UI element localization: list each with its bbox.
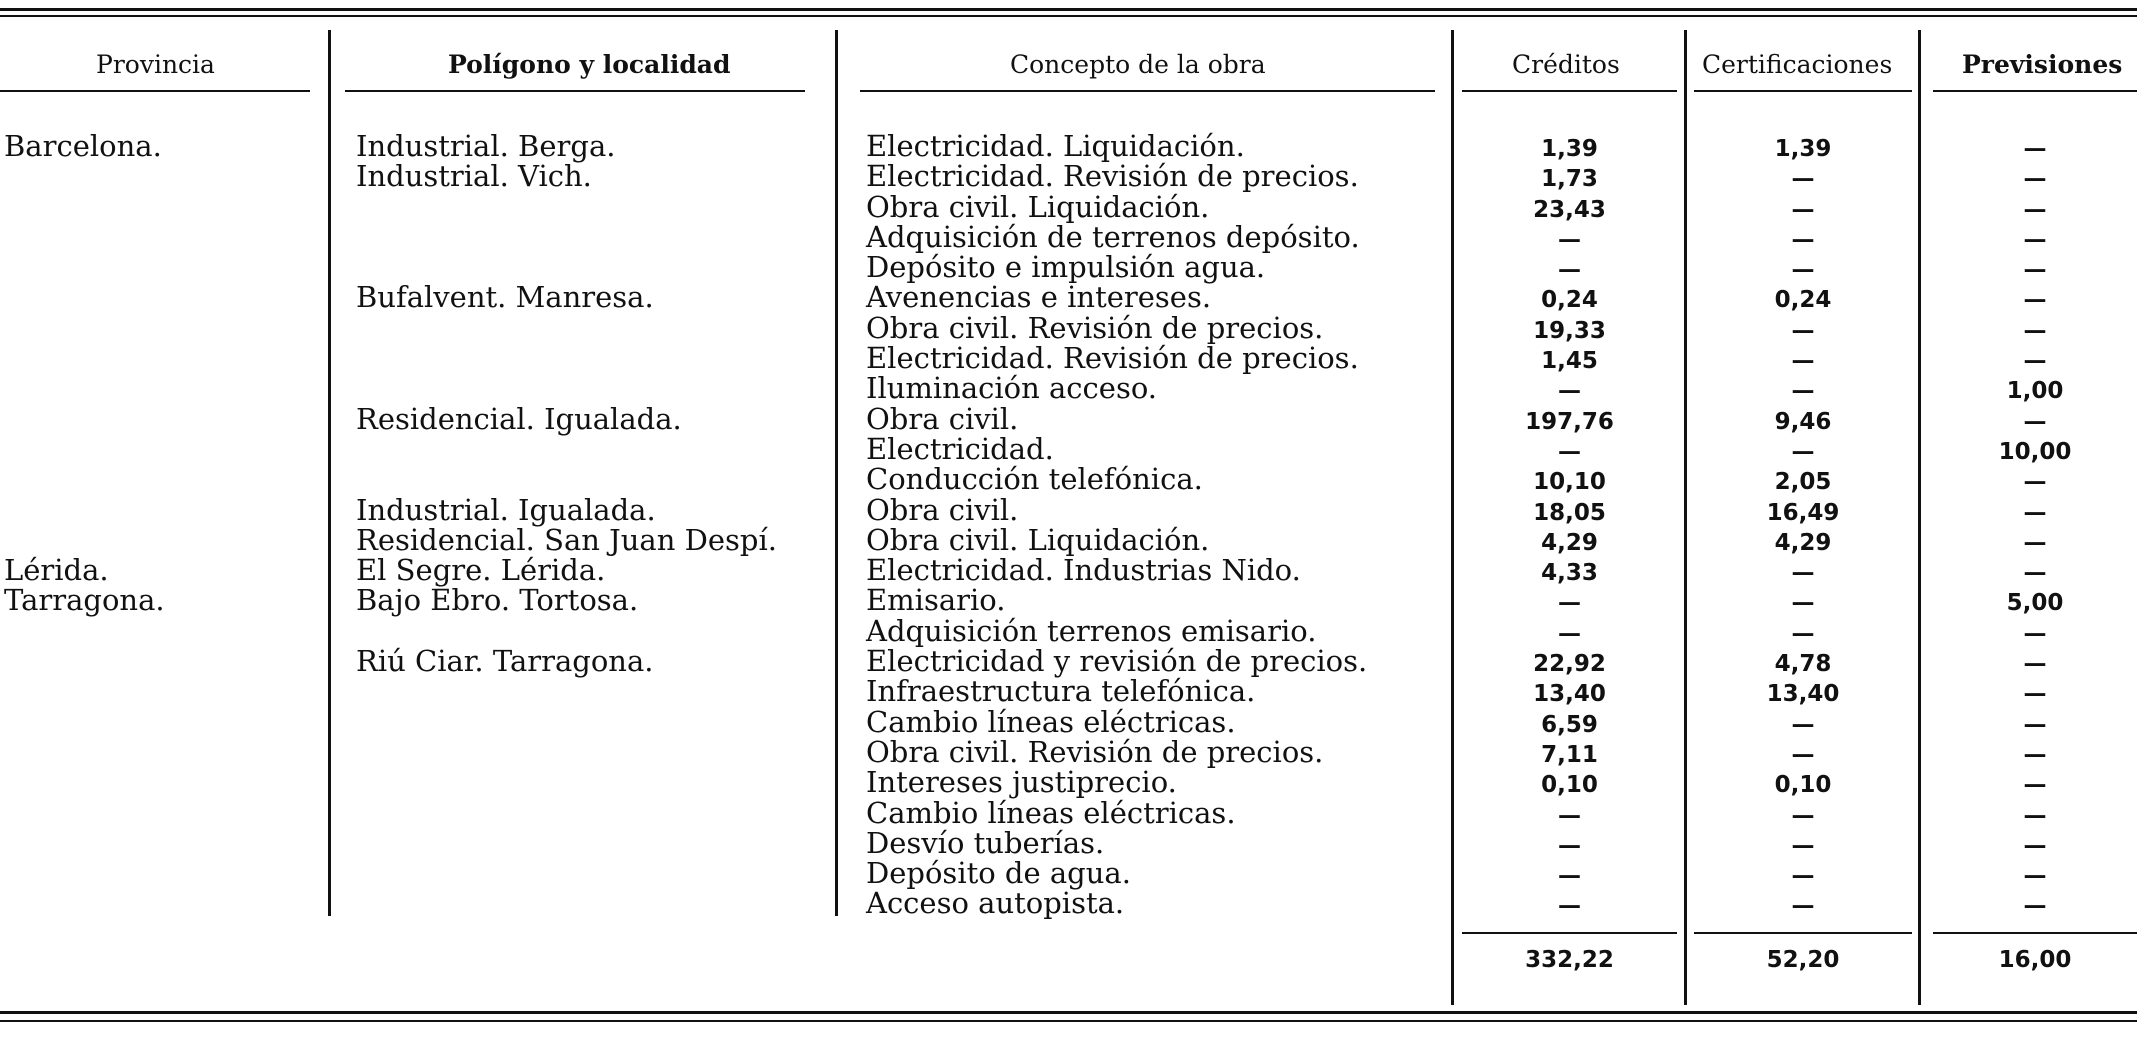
- column-rule-5: [1918, 30, 1921, 1005]
- cell-previsiones: 10,00: [1998, 438, 2072, 465]
- column-rule-3: [1451, 30, 1454, 1005]
- cell-provincia: [4, 495, 165, 525]
- cell-poligono: [356, 616, 777, 646]
- cell-creditos: —: [1558, 438, 1581, 465]
- header-provincia: Provincia: [96, 50, 215, 79]
- cell-certificaciones: 0,10: [1774, 772, 1832, 799]
- cell-certificaciones: —: [1791, 196, 1815, 223]
- cell-poligono: Industrial. Igualada.: [356, 492, 656, 527]
- cell-provincia: [4, 161, 165, 191]
- cell-poligono: [356, 767, 777, 797]
- cell-poligono: Bajo Ebro. Tortosa.: [356, 583, 639, 618]
- cell-creditos: —: [1558, 378, 1581, 405]
- cell-poligono: Bufalvent. Manresa.: [356, 280, 654, 315]
- cell-provincia: [4, 646, 165, 676]
- cell-certificaciones: —: [1791, 317, 1815, 344]
- cell-provincia: [4, 252, 165, 282]
- total-rule-previsiones: [1933, 932, 2137, 934]
- cell-provincia: Barcelona.: [4, 129, 162, 163]
- cell-certificaciones: —: [1791, 438, 1815, 465]
- cell-creditos: 197,76: [1525, 408, 1614, 435]
- cell-certificaciones: 13,40: [1766, 681, 1840, 708]
- cell-certificaciones: 4,29: [1774, 529, 1832, 556]
- top-rule-thin: [0, 15, 2137, 17]
- cell-previsiones: —: [2023, 287, 2047, 314]
- cell-concepto: Acceso autopista.: [866, 886, 1125, 921]
- header-underline-concepto: [860, 90, 1435, 92]
- total-rule-creditos: [1462, 932, 1677, 934]
- bottom-rule-thin: [0, 1020, 2137, 1022]
- cell-concepto: Depósito e impulsión agua.: [866, 250, 1266, 285]
- cell-previsiones: —: [2023, 681, 2047, 708]
- cell-concepto: Electricidad.: [866, 431, 1054, 466]
- cell-certificaciones: —: [1791, 166, 1815, 193]
- cell-creditos: —: [1558, 893, 1581, 920]
- cell-concepto: Conducción telefónica.: [866, 462, 1203, 497]
- cell-concepto: Obra civil. Liquidación.: [866, 189, 1210, 224]
- cell-creditos: 1,45: [1541, 348, 1598, 375]
- cell-certificaciones: 2,05: [1774, 469, 1832, 496]
- cell-previsiones: —: [2023, 651, 2047, 678]
- cell-provincia: [4, 828, 165, 858]
- cell-provincia: [4, 737, 165, 767]
- cell-previsiones: —: [2023, 499, 2047, 526]
- top-rule: [0, 8, 2137, 11]
- cell-creditos: 0,10: [1541, 772, 1598, 799]
- cell-provincia: Tarragona.: [4, 583, 165, 618]
- cell-certificaciones: —: [1791, 893, 1815, 920]
- cell-poligono: [356, 252, 777, 282]
- cell-provincia: [4, 313, 165, 343]
- cell-poligono: [356, 707, 777, 737]
- bottom-rule: [0, 1011, 2137, 1014]
- cell-creditos: —: [1558, 590, 1581, 617]
- cell-creditos: —: [1558, 226, 1581, 253]
- cell-concepto: Intereses justiprecio.: [866, 765, 1177, 800]
- cell-creditos: 4,33: [1541, 560, 1598, 587]
- cell-concepto: Electricidad y revisión de precios.: [866, 644, 1368, 679]
- cell-previsiones: —: [2023, 257, 2047, 284]
- cell-creditos: 6,59: [1541, 711, 1598, 738]
- cell-certificaciones: —: [1791, 257, 1815, 284]
- cell-certificaciones: —: [1791, 620, 1815, 647]
- cell-concepto: Obra civil. Revisión de precios.: [866, 734, 1324, 769]
- cell-creditos: —: [1558, 863, 1581, 890]
- cell-certificaciones: —: [1791, 741, 1815, 768]
- cell-certificaciones: —: [1791, 348, 1815, 375]
- cell-poligono: Riú Ciar. Tarragona.: [356, 644, 654, 679]
- cell-previsiones: —: [2023, 136, 2047, 162]
- cell-creditos: —: [1558, 832, 1581, 859]
- cell-previsiones: —: [2023, 408, 2047, 435]
- cell-certificaciones: 9,46: [1774, 408, 1832, 435]
- cell-concepto: Cambio líneas eléctricas.: [866, 795, 1236, 830]
- header-underline-creditos: [1462, 90, 1677, 92]
- cell-creditos: 22,92: [1533, 651, 1606, 678]
- cell-certificaciones: 1,39: [1774, 136, 1832, 162]
- cell-poligono: [356, 192, 777, 222]
- header-poligono: Polígono y localidad: [448, 50, 731, 79]
- cell-creditos: 4,29: [1541, 529, 1598, 556]
- cell-concepto: Electricidad. Revisión de precios.: [866, 159, 1359, 194]
- cell-concepto: Electricidad. Industrias Nido.: [866, 553, 1301, 588]
- cell-previsiones: —: [2023, 620, 2047, 647]
- cell-certificaciones: —: [1791, 863, 1815, 890]
- column-rule-4: [1684, 30, 1687, 1005]
- cell-poligono: Residencial. San Juan Despí.: [356, 522, 777, 557]
- column-certificaciones: [1694, 134, 1912, 922]
- cell-certificaciones: —: [1791, 832, 1815, 859]
- cell-poligono: [356, 434, 777, 464]
- cell-poligono: [356, 343, 777, 373]
- cell-concepto: Desvío tuberías.: [866, 825, 1105, 860]
- cell-provincia: [4, 192, 165, 222]
- cell-provincia: [4, 464, 165, 494]
- cell-previsiones: —: [2023, 711, 2047, 738]
- cell-creditos: 13,40: [1533, 681, 1606, 708]
- cell-poligono: [356, 464, 777, 494]
- cell-poligono: Industrial. Vich.: [356, 159, 592, 194]
- cell-creditos: 1,39: [1541, 136, 1598, 162]
- cell-certificaciones: 16,49: [1766, 499, 1840, 526]
- cell-provincia: Lérida.: [4, 553, 109, 588]
- cell-previsiones: —: [2023, 166, 2047, 193]
- cell-concepto: Emisario.: [866, 583, 1006, 618]
- column-rule-1: [328, 30, 331, 916]
- header-underline-provincia: [0, 90, 310, 92]
- header-underline-certificaciones: [1694, 90, 1912, 92]
- cell-creditos: 10,10: [1533, 469, 1606, 496]
- cell-certificaciones: 0,24: [1774, 287, 1832, 314]
- cell-provincia: [4, 373, 165, 403]
- column-previsiones: [1933, 134, 2137, 922]
- total-previsiones: 16,00: [1998, 947, 2072, 973]
- header-previsiones: Previsiones: [1962, 50, 2123, 79]
- cell-creditos: 18,05: [1533, 499, 1606, 526]
- cell-creditos: 19,33: [1533, 317, 1606, 344]
- cell-poligono: Industrial. Berga.: [356, 129, 616, 163]
- cell-provincia: [4, 525, 165, 555]
- cell-provincia: [4, 616, 165, 646]
- cell-provincia: [4, 858, 165, 888]
- cell-poligono: Residencial. Igualada.: [356, 401, 682, 436]
- cell-concepto: Adquisición terrenos emisario.: [866, 613, 1317, 648]
- cell-concepto: Electricidad. Liquidación.: [866, 129, 1245, 163]
- cell-concepto: Obra civil. Revisión de precios.: [866, 310, 1324, 345]
- cell-previsiones: —: [2023, 560, 2047, 587]
- cell-concepto: Obra civil. Liquidación.: [866, 522, 1210, 557]
- cell-certificaciones: 4,78: [1774, 651, 1832, 678]
- cell-provincia: [4, 434, 165, 464]
- header-underline-previsiones: [1933, 90, 2137, 92]
- cell-concepto: Infraestructura telefónica.: [866, 674, 1256, 709]
- cell-previsiones: —: [2023, 893, 2047, 920]
- cell-certificaciones: —: [1791, 802, 1815, 829]
- cell-previsiones: —: [2023, 196, 2047, 223]
- cell-provincia: [4, 343, 165, 373]
- header-underline-poligono: [345, 90, 805, 92]
- cell-concepto: Adquisición de terrenos depósito.: [866, 219, 1360, 254]
- cell-concepto: Electricidad. Revisión de precios.: [866, 341, 1359, 376]
- cell-provincia: [4, 676, 165, 706]
- cell-previsiones: —: [2023, 772, 2047, 799]
- cell-concepto: Obra civil.: [866, 401, 1019, 436]
- cell-poligono: [356, 222, 777, 252]
- cell-provincia: [4, 222, 165, 252]
- cell-previsiones: —: [2023, 348, 2047, 375]
- column-rule-2: [835, 30, 838, 916]
- cell-provincia: [4, 888, 165, 918]
- cell-poligono: [356, 676, 777, 706]
- cell-previsiones: —: [2023, 802, 2047, 829]
- cell-previsiones: —: [2023, 863, 2047, 890]
- cell-provincia: [4, 707, 165, 737]
- cell-provincia: [4, 767, 165, 797]
- cell-certificaciones: —: [1791, 560, 1815, 587]
- cell-concepto: Cambio líneas eléctricas.: [866, 704, 1236, 739]
- total-rule-certificaciones: [1694, 932, 1912, 934]
- cell-creditos: —: [1558, 620, 1581, 647]
- cell-creditos: 1,73: [1541, 166, 1598, 193]
- cell-creditos: —: [1558, 257, 1581, 284]
- cell-previsiones: —: [2023, 529, 2047, 556]
- cell-poligono: [356, 858, 777, 888]
- cell-previsiones: 5,00: [2006, 590, 2064, 617]
- cell-certificaciones: —: [1791, 226, 1815, 253]
- cell-poligono: [356, 888, 777, 918]
- cell-certificaciones: —: [1791, 378, 1815, 405]
- cell-creditos: 0,24: [1541, 287, 1598, 314]
- cell-poligono: [356, 373, 777, 403]
- cell-previsiones: —: [2023, 832, 2047, 859]
- column-provincia: [4, 131, 165, 919]
- cell-previsiones: —: [2023, 317, 2047, 344]
- cell-creditos: 23,43: [1533, 196, 1606, 223]
- total-certificaciones: 52,20: [1766, 947, 1840, 973]
- total-creditos: 332,22: [1525, 947, 1614, 973]
- cell-previsiones: —: [2023, 226, 2047, 253]
- cell-creditos: 7,11: [1541, 741, 1598, 768]
- cell-poligono: [356, 828, 777, 858]
- cell-previsiones: 1,00: [2006, 378, 2064, 405]
- cell-concepto: Iluminación acceso.: [866, 371, 1158, 406]
- cell-certificaciones: —: [1791, 711, 1815, 738]
- cell-provincia: [4, 404, 165, 434]
- cell-poligono: [356, 737, 777, 767]
- column-concepto: [866, 131, 1367, 919]
- column-poligono: [356, 131, 777, 919]
- cell-provincia: [4, 798, 165, 828]
- header-concepto: Concepto de la obra: [1010, 50, 1266, 79]
- cell-poligono: [356, 798, 777, 828]
- cell-creditos: —: [1558, 802, 1581, 829]
- column-creditos: [1462, 134, 1677, 922]
- cell-poligono: [356, 313, 777, 343]
- cell-previsiones: —: [2023, 741, 2047, 768]
- cell-poligono: El Segre. Lérida.: [356, 553, 606, 588]
- cell-concepto: Avenencias e intereses.: [866, 280, 1212, 315]
- header-creditos: Créditos: [1512, 50, 1620, 79]
- cell-concepto: Depósito de agua.: [866, 856, 1131, 891]
- cell-certificaciones: —: [1791, 590, 1815, 617]
- cell-provincia: [4, 282, 165, 312]
- header-certificaciones: Certificaciones: [1702, 50, 1893, 79]
- cell-concepto: Obra civil.: [866, 492, 1019, 527]
- cell-previsiones: —: [2023, 469, 2047, 496]
